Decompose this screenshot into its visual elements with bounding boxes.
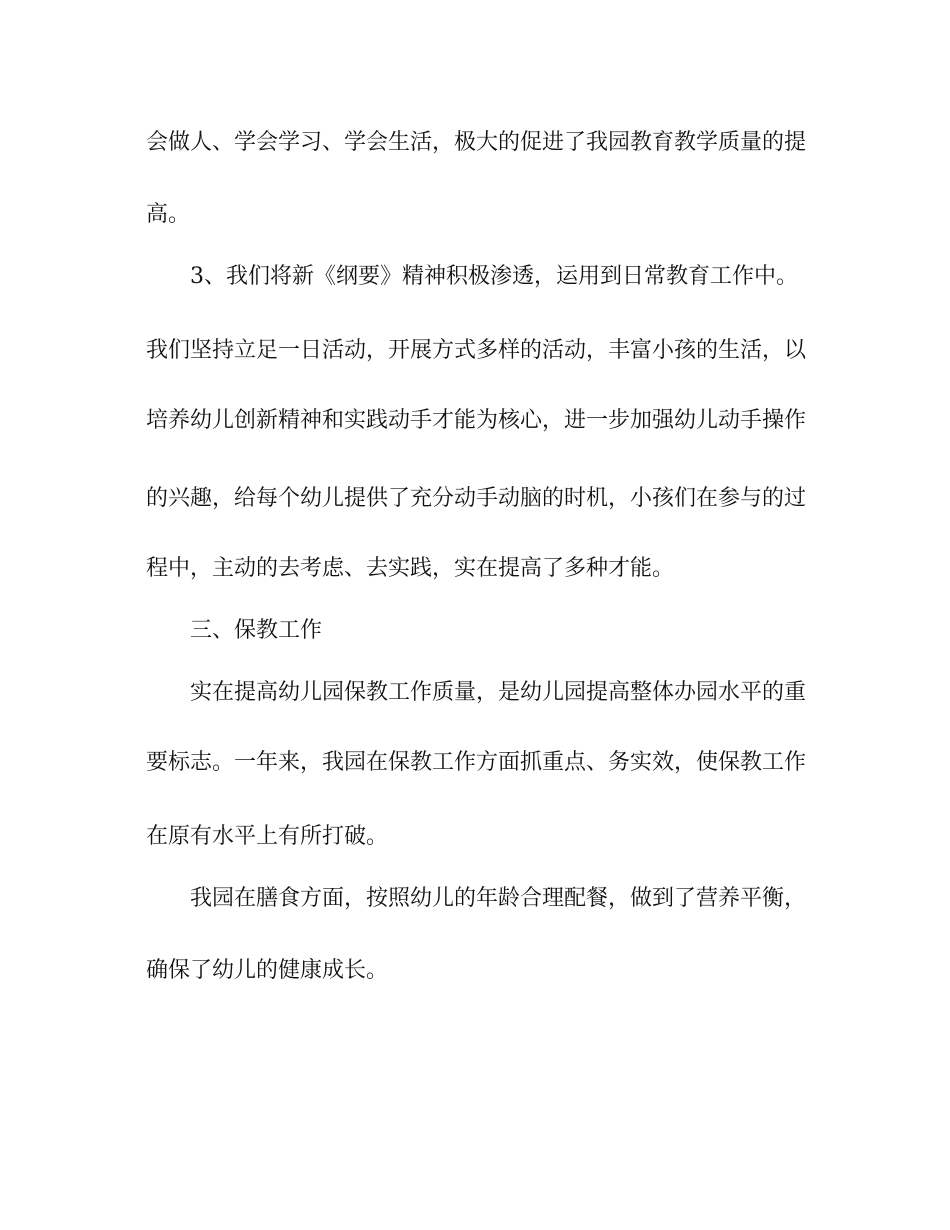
text-line: 高。	[146, 202, 191, 227]
text-line: 我们坚持立足一日活动，开展方式多样的活动，丰富小孩的生活，以	[146, 338, 807, 363]
paragraph-start: 实在提高幼儿园保教工作质量，是幼儿园提高整体办园水平的重	[190, 680, 807, 705]
text-line: 会做人、学会学习、学会生活，极大的促进了我园教育教学质量的提	[146, 130, 807, 155]
paragraph-start: 我园在膳食方面，按照幼儿的年龄合理配餐，做到了营养平衡，	[190, 886, 807, 911]
text-line: 在原有水平上有所打破。	[146, 824, 389, 849]
text-line: 确保了幼儿的健康成长。	[146, 958, 389, 983]
paragraph-heading-3: 3、我们将新《纲要》精神积极渗透，运用到日常教育工作中。	[190, 264, 798, 289]
section-heading: 三、保教工作	[190, 618, 323, 643]
text-line: 程中，主动的去考虑、去实践，实在提高了多种才能。	[146, 556, 675, 581]
text-line: 的兴趣，给每个幼儿提供了充分动手动脑的时机，小孩们在参与的过	[146, 486, 807, 511]
text-line: 培养幼儿创新精神和实践动手才能为核心，进一步加强幼儿动手操作	[146, 408, 807, 433]
text-line: 要标志。一年来，我园在保教工作方面抓重点、务实效，使保教工作	[146, 750, 807, 775]
